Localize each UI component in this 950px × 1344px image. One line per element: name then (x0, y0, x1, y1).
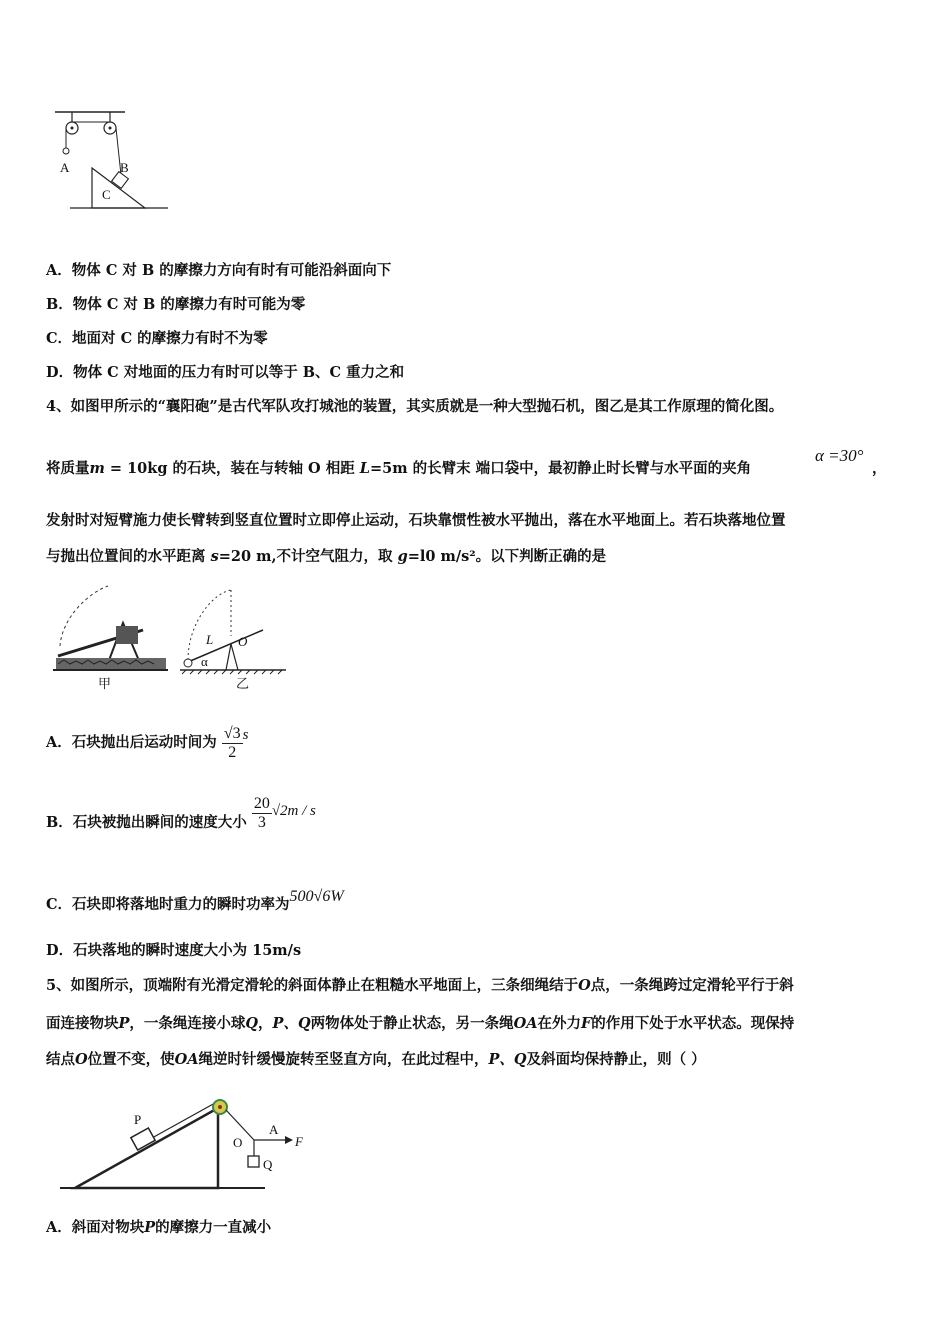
q5-line2-p: P (118, 1015, 130, 1032)
q4-option-a-unit: s (242, 727, 249, 743)
q5-line1 (46, 976, 794, 996)
q4-option-c-text: C．石块即将落地时重力的瞬时功率为 (46, 896, 290, 913)
fig1-label-a: A (60, 160, 70, 175)
q4-line4 (46, 547, 606, 567)
q5-line1-b: 点，一条绳跨过定滑轮平行于斜 (590, 977, 794, 994)
q5-line2-pq: P、Q (272, 1015, 311, 1032)
q5-line3-pq: P、Q (488, 1051, 527, 1068)
q5-line2-g: 的作用下处于水平状态。现保持 (591, 1015, 795, 1032)
q4-alpha (815, 446, 863, 467)
q4-option-a-num: √3 (223, 724, 241, 742)
q5-line2-c: ， (258, 1015, 273, 1032)
q5-line2-e: 在外力 (537, 1015, 581, 1032)
q3-option-d-text: 物体 C 对地面的压力有时可以等于 B、C 重力之和 (73, 364, 405, 381)
fig5-label-o: O (233, 1135, 243, 1150)
q4-gravity-symbol: g (397, 548, 408, 565)
q4-mass-symbol: m (89, 460, 105, 477)
q4-option-d: D．石块落地的瞬时速度大小为 15m/s (46, 942, 302, 959)
fig-label-l: L (206, 632, 214, 647)
q3-option-b (46, 295, 305, 315)
q3-option-d (46, 363, 404, 383)
q4-line4-b: =20 m,不计空气阻力，取 (218, 548, 398, 565)
q5-line2-a: 面连接物块 (46, 1015, 119, 1032)
q4-option-b-text: B．石块被抛出瞬间的速度大小 (46, 814, 247, 831)
q4-line3: 发射时对短臂施力使长臂转到竖直位置时立即停止运动，石块靠惯性被水平抛出，落在水平地面上。若石块落地位置 (46, 512, 786, 529)
q5-line2-d: 两物体处于静止状态，另一条绳 (310, 1015, 514, 1032)
q4-line2-b: = 10kg 的石块，装在与转轴 O 相距 (104, 460, 360, 477)
fig5-label-q: Q (263, 1157, 273, 1172)
q5-line1-o: O (578, 977, 591, 994)
q5-line3-oa: OA (174, 1051, 199, 1068)
q4-option-a-fraction (222, 725, 243, 762)
q5-line2-q: Q (245, 1015, 259, 1032)
q5-line3 (46, 1050, 706, 1070)
q4-option-a-text: A．石块抛出后运动时间为 (46, 734, 217, 751)
q4-option-b-rest: √2m / s (271, 803, 316, 819)
q4-line4-c: =l0 m/s²。以下判断正确的是 (407, 548, 607, 565)
q4-option-b (46, 794, 316, 846)
fig1-label-c: C (102, 187, 111, 202)
q3-option-c (46, 329, 268, 349)
q5-option-a (46, 1218, 271, 1238)
figure-incline-pulley (55, 1090, 325, 1200)
q4-line2-c: =5m 的长臂末 端口袋中，最初静止时长臂与水平面的夹角 (369, 460, 752, 477)
q4-distance-symbol: s (210, 548, 219, 565)
q5-option-a-a: A．斜面对物块 (46, 1219, 145, 1236)
q3-option-a (46, 261, 391, 281)
q5-line2 (46, 1014, 794, 1034)
q3-option-c-text: 地面对 C 的摩擦力有时不为零 (72, 330, 268, 347)
q4-alpha-value: α =30° (815, 446, 864, 465)
q4-length-symbol: L (359, 460, 370, 477)
q3-option-d-key: D． (46, 364, 74, 381)
fig-label-alpha: α (201, 654, 208, 669)
q5-line3-b: 位置不变，使 (87, 1051, 175, 1068)
q3-option-c-key: C． (46, 330, 73, 347)
q3-option-a-key: A． (46, 262, 72, 279)
q5-line2-f: F (580, 1015, 592, 1032)
q5-line3-a: 结点 (46, 1051, 75, 1068)
q4-option-b-den: 3 (257, 813, 266, 831)
fig1-label-b: B (120, 160, 129, 175)
q5-option-a-b: 的摩擦力一直减小 (155, 1219, 272, 1236)
q3-option-b-text: 物体 C 对 B 的摩擦力有时可能为零 (72, 296, 306, 313)
q4-line1: 4、如图甲所示的“襄阳砲”是古代军队攻打城池的装置，其实质就是一种大型抛石机，图乙是其工作原理的简化图。 (46, 398, 784, 415)
q4-option-c (46, 888, 344, 915)
fig-label-jia: 甲 (98, 677, 112, 692)
fig-label-o: O (238, 634, 248, 649)
q3-option-b-key: B． (46, 296, 73, 313)
q5-line2-oa: OA (513, 1015, 538, 1032)
fig5-label-a: A (269, 1122, 279, 1137)
q5-line1-a: 5、如图所示，顶端附有光滑定滑轮的斜面体静止在粗糙水平地面上，三条细绳结于 (46, 977, 579, 994)
q5-option-a-p: P (144, 1219, 156, 1236)
q4-line2 (46, 459, 751, 479)
q3-option-a-text: 物体 C 对 B 的摩擦力方向有时有可能沿斜面向下 (71, 262, 392, 279)
figure-pulley-incline (50, 100, 180, 215)
q4-line2-end: ， (872, 460, 887, 477)
q4-option-c-value: 500√6W (289, 888, 344, 905)
q4-option-b-fraction (252, 795, 272, 832)
q4-option-a-den: 2 (228, 743, 237, 761)
q4-option-a (46, 720, 248, 766)
fig5-label-f: F (295, 1134, 303, 1149)
fig5-label-p: P (134, 1112, 142, 1127)
q4-line4-a: 与抛出位置间的水平距离 (46, 548, 211, 565)
q4-line2-a: 将质量 (46, 460, 90, 477)
q5-line3-d: 及斜面均保持静止，则（ ） (526, 1051, 706, 1068)
figure-trebuchet (48, 578, 293, 693)
q5-line2-b: ，一条绳连接小球 (129, 1015, 246, 1032)
fig-label-yi: 乙 (236, 677, 250, 692)
q5-line3-c: 绳逆时针缓慢旋转至竖直方向，在此过程中， (198, 1051, 489, 1068)
q5-line3-o: O (75, 1051, 88, 1068)
q4-option-b-num: 20 (253, 794, 270, 812)
